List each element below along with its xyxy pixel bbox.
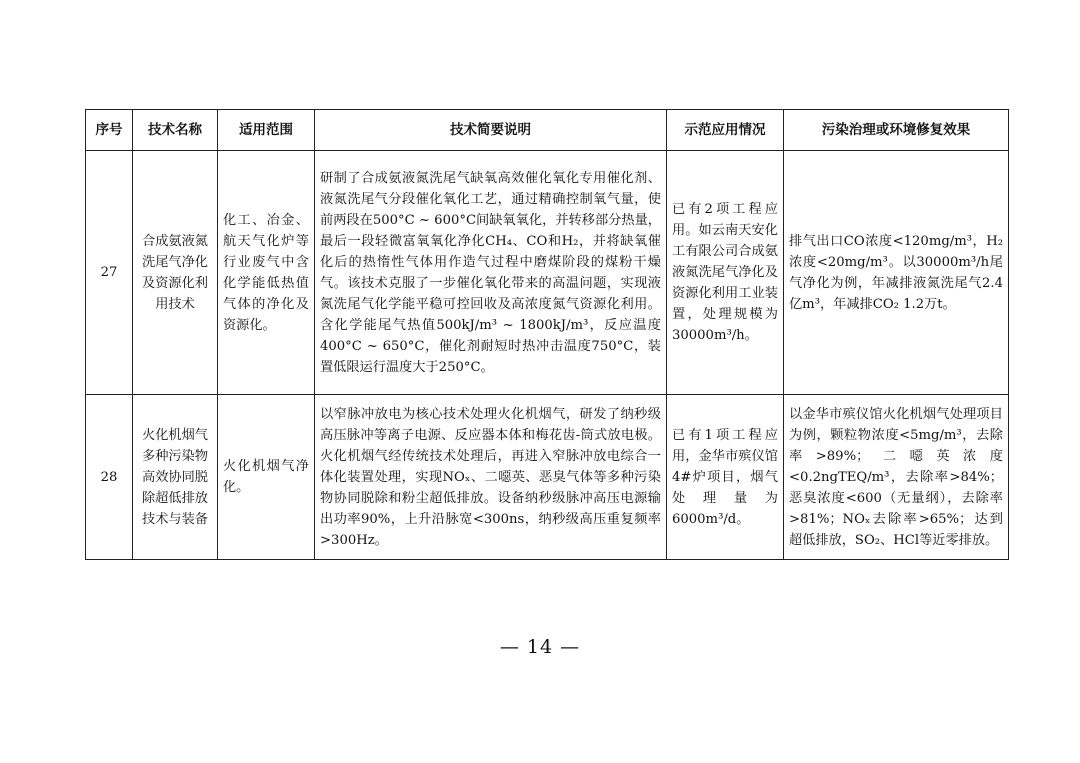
technology-table bbox=[85, 109, 1009, 560]
cell-scope: 化工、冶金、航天气化炉等行业废气中含化学能低热值气体的净化及资源化。 bbox=[218, 151, 315, 395]
cell-effect: 以金华市殡仪馆火化机烟气处理项目为例，颗粒物浓度<5mg/m³，去除率>89%；二噁英浓度<0.2ngTEQ/m³，去除率>84%；恶臭浓度<600（无量纲），去除率>81%；NOₓ去除率>65%；达到超低排放，SO₂、HCl等近零排放。 bbox=[784, 395, 1009, 560]
cell-effect: 排气出口CO浓度<120mg/m³，H₂浓度<20mg/m³。以30000m³/h尾气净化为例，年减排液氮洗尾气2.4亿m³，年减排CO₂ 1.2万t。 bbox=[784, 151, 1009, 395]
cell-name: 火化机烟气多种污染物高效协同脱除超低排放技术与装备 bbox=[133, 395, 218, 560]
cell-no: 27 bbox=[86, 151, 133, 395]
header-demo: 示范应用情况 bbox=[667, 110, 784, 151]
cell-no: 28 bbox=[86, 395, 133, 560]
header-no: 序号 bbox=[86, 110, 133, 151]
cell-name: 合成氨液氮洗尾气净化及资源化利用技术 bbox=[133, 151, 218, 395]
table-header-row bbox=[86, 110, 1009, 151]
cell-demo: 已有1项工程应用，金华市殡仪馆4#炉项目，烟气处理量为6000m³/d。 bbox=[667, 395, 784, 560]
header-name: 技术名称 bbox=[133, 110, 218, 151]
header-desc: 技术简要说明 bbox=[315, 110, 667, 151]
cell-desc: 研制了合成氨液氮洗尾气缺氧高效催化氧化专用催化剂、液氮洗尾气分段催化氧化工艺，通过精确控制氧气量，使前两段在500°C ~ 600°C间缺氧氧化，并转移部分热量，最后一段轻微富氧氧化净化CH₄、CO和H₂，并将缺氧催化后的热惰性气体用作造气过程中磨煤阶段的煤粉干燥气。该技术克服了一步催化氧化带来的高温问题，实现液氮洗尾气化学能平稳可控回收及高浓度氮气资源化利用。含化学能尾气热值500kJ/m³ ~ 1800kJ/m³，反应温度400°C ~ 650°C，催化剂耐短时热冲击温度750°C，装置低限运行温度大于250°C。 bbox=[315, 151, 667, 395]
page-number: — 14 — bbox=[499, 636, 581, 658]
table-row bbox=[86, 151, 1009, 395]
cell-desc: 以窄脉冲放电为核心技术处理火化机烟气，研发了纳秒级高压脉冲等离子电源、反应器本体和梅花齿-筒式放电极。火化机烟气经传统技术处理后，再进入窄脉冲放电综合一体化装置处理，实现NOₓ、二噁英、恶臭气体等多种污染物协同脱除和粉尘超低排放。设备纳秒级脉冲高压电源输出功率90%，上升沿脉宽<300ns，纳秒级高压重复频率>300Hz。 bbox=[315, 395, 667, 560]
header-effect: 污染治理或环境修复效果 bbox=[784, 110, 1009, 151]
table-row bbox=[86, 395, 1009, 560]
cell-demo: 已有2项工程应用。如云南天安化工有限公司合成氨液氮洗尾气净化及资源化利用工业装置，处理规模为30000m³/h。 bbox=[667, 151, 784, 395]
header-scope: 适用范围 bbox=[218, 110, 315, 151]
cell-scope: 火化机烟气净化。 bbox=[218, 395, 315, 560]
